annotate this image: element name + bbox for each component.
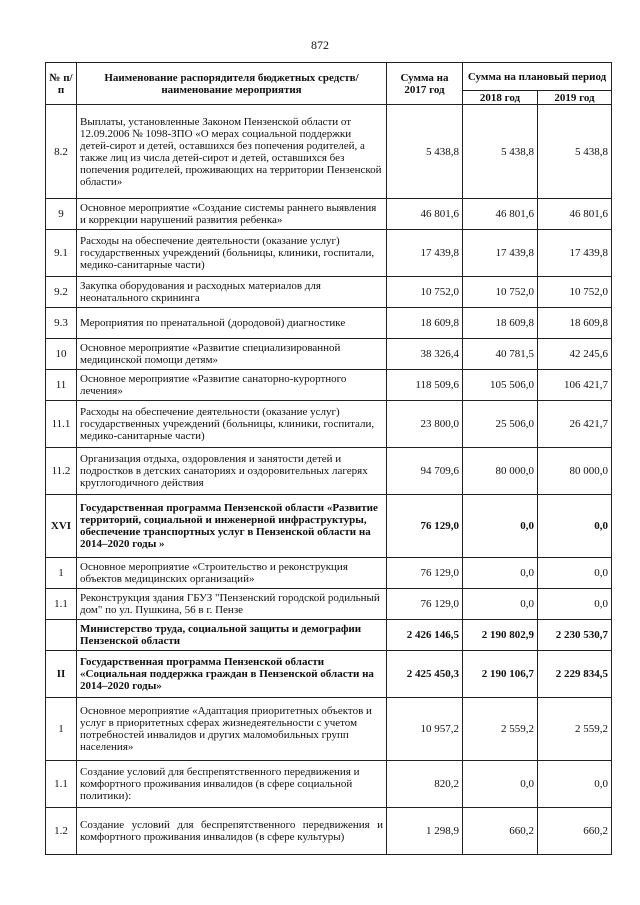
row-sum-2017: 76 129,0 (387, 558, 463, 589)
row-sum-2019: 42 245,6 (538, 339, 612, 370)
row-sum-2017: 2 426 146,5 (387, 620, 463, 651)
row-sum-2019: 0,0 (538, 495, 612, 558)
row-sum-2018: 5 438,8 (463, 105, 538, 199)
row-sum-2019: 10 752,0 (538, 277, 612, 308)
table-row (46, 808, 612, 855)
row-sum-2017: 2 425 450,3 (387, 651, 463, 698)
page-number: 872 (311, 38, 329, 52)
table-row (46, 277, 612, 308)
row-name: Основное мероприятие «Развитие санаторно-курортного лечения» (77, 370, 387, 401)
header-plan-period: Сумма на плановый период (463, 63, 612, 91)
row-sum-2018: 2 559,2 (463, 698, 538, 761)
row-sum-2019: 2 230 530,7 (538, 620, 612, 651)
row-number: 1.1 (46, 589, 77, 620)
row-number: II (46, 651, 77, 698)
row-sum-2017: 76 129,0 (387, 495, 463, 558)
row-sum-2019: 26 421,7 (538, 401, 612, 448)
budget-table (45, 62, 612, 855)
row-number: 10 (46, 339, 77, 370)
table-header-row (46, 63, 612, 91)
row-sum-2017: 18 609,8 (387, 308, 463, 339)
row-sum-2017: 38 326,4 (387, 339, 463, 370)
row-sum-2019: 106 421,7 (538, 370, 612, 401)
header-2018: 2018 год (463, 91, 538, 105)
row-name: Создание условий для беспрепятственного передвижения и комфортного проживания инвалидов (в сфере культуры) (77, 808, 387, 855)
row-name: Основное мероприятие «Создание системы раннего выявления и коррекции нарушений развития ребенка» (77, 199, 387, 230)
table-row (46, 448, 612, 495)
row-number: 9.1 (46, 230, 77, 277)
row-sum-2018: 0,0 (463, 495, 538, 558)
row-name: Создание условий для беспрепятственного передвижения и комфортного проживания инвалидов (в сфере социальной политики): (77, 761, 387, 808)
row-sum-2018: 2 190 802,9 (463, 620, 538, 651)
row-sum-2019: 18 609,8 (538, 308, 612, 339)
table-row (46, 308, 612, 339)
row-number: 8.2 (46, 105, 77, 199)
header-2019: 2019 год (538, 91, 612, 105)
row-name: Министерство труда, социальной защиты и демографии Пензенской области (77, 620, 387, 651)
table-row (46, 698, 612, 761)
row-sum-2018: 17 439,8 (463, 230, 538, 277)
row-sum-2018: 660,2 (463, 808, 538, 855)
row-name: Основное мероприятие «Строительство и реконструкция объектов медицинских организаций» (77, 558, 387, 589)
row-number: 11.2 (46, 448, 77, 495)
row-name: Реконструкция здания ГБУЗ "Пензенский городской родильный дом" по ул. Пушкина, 56 в г. Пензе (77, 589, 387, 620)
row-sum-2017: 820,2 (387, 761, 463, 808)
row-sum-2018: 0,0 (463, 558, 538, 589)
header-name: Наименование распорядителя бюджетных средств/ наименование мероприятия (77, 63, 387, 105)
row-number: 9 (46, 199, 77, 230)
row-number: 9.2 (46, 277, 77, 308)
row-sum-2018: 2 190 106,7 (463, 651, 538, 698)
row-sum-2018: 18 609,8 (463, 308, 538, 339)
row-sum-2019: 0,0 (538, 761, 612, 808)
row-name: Организация отдыха, оздоровления и занятости детей и подростков в детских санаториях и оздоровительных лагерях круглогодичного действия (77, 448, 387, 495)
row-name: Расходы на обеспечение деятельности (оказание услуг) государственных учреждений (больницы, клиники, госпитали, медико-санитарные части) (77, 401, 387, 448)
row-number: 1.1 (46, 761, 77, 808)
table-row (46, 339, 612, 370)
row-number: 9.3 (46, 308, 77, 339)
row-sum-2019: 660,2 (538, 808, 612, 855)
row-number: 1 (46, 558, 77, 589)
row-name: Мероприятия по пренатальной (дородовой) диагностике (77, 308, 387, 339)
row-name: Государственная программа Пензенской области «Развитие территорий, социальной и инженерной инфраструктуры, обеспечение транспортных услуг в Пензенской области на 2014–2020 годы » (77, 495, 387, 558)
table-row (46, 370, 612, 401)
row-sum-2017: 94 709,6 (387, 448, 463, 495)
row-name: Выплаты, установленные Законом Пензенской области от 12.09.2006 № 1098-ЗПО «О мерах социальной поддержки детей-сирот и детей, оставшихся без попечения родителей, а также лиц из числа детей-сирот и детей, оставшихся без попечения родителей, проживающих на территории Пензенской области» (77, 105, 387, 199)
row-sum-2018: 0,0 (463, 761, 538, 808)
row-number (46, 620, 77, 651)
row-sum-2017: 10 752,0 (387, 277, 463, 308)
row-sum-2017: 76 129,0 (387, 589, 463, 620)
table-row (46, 589, 612, 620)
row-sum-2018: 10 752,0 (463, 277, 538, 308)
row-sum-2019: 5 438,8 (538, 105, 612, 199)
table-row (46, 495, 612, 558)
row-sum-2017: 1 298,9 (387, 808, 463, 855)
row-sum-2017: 46 801,6 (387, 199, 463, 230)
table-row (46, 761, 612, 808)
table-row (46, 199, 612, 230)
row-sum-2018: 80 000,0 (463, 448, 538, 495)
row-sum-2019: 0,0 (538, 558, 612, 589)
header-num: № п/п (46, 63, 77, 105)
row-sum-2019: 17 439,8 (538, 230, 612, 277)
header-sum-2017: Сумма на 2017 год (387, 63, 463, 105)
row-sum-2017: 17 439,8 (387, 230, 463, 277)
row-sum-2018: 0,0 (463, 589, 538, 620)
row-sum-2017: 5 438,8 (387, 105, 463, 199)
row-sum-2017: 118 509,6 (387, 370, 463, 401)
row-number: 11 (46, 370, 77, 401)
row-sum-2017: 23 800,0 (387, 401, 463, 448)
row-sum-2018: 46 801,6 (463, 199, 538, 230)
row-name: Основное мероприятие «Адаптация приоритетных объектов и услуг в приоритетных сферах жизнедеятельности с учетом потребностей инвалидов и других маломобильных групп населения» (77, 698, 387, 761)
row-name: Государственная программа Пензенской области «Социальная поддержка граждан в Пензенской области на 2014–2020 годы» (77, 651, 387, 698)
table-row (46, 401, 612, 448)
row-sum-2018: 40 781,5 (463, 339, 538, 370)
row-name: Закупка оборудования и расходных материалов для неонатального скрининга (77, 277, 387, 308)
row-sum-2019: 2 229 834,5 (538, 651, 612, 698)
row-sum-2018: 105 506,0 (463, 370, 538, 401)
table-row (46, 105, 612, 199)
row-sum-2019: 2 559,2 (538, 698, 612, 761)
table-row (46, 651, 612, 698)
table-row (46, 620, 612, 651)
row-name: Расходы на обеспечение деятельности (оказание услуг) государственных учреждений (больницы, клиники, госпитали, медико-санитарные части) (77, 230, 387, 277)
row-number: 11.1 (46, 401, 77, 448)
row-sum-2017: 10 957,2 (387, 698, 463, 761)
row-number: 1 (46, 698, 77, 761)
row-number: 1.2 (46, 808, 77, 855)
row-sum-2019: 46 801,6 (538, 199, 612, 230)
row-number: XVI (46, 495, 77, 558)
row-sum-2019: 80 000,0 (538, 448, 612, 495)
table-row (46, 558, 612, 589)
row-sum-2018: 25 506,0 (463, 401, 538, 448)
row-name: Основное мероприятие «Развитие специализированной медицинской помощи детям» (77, 339, 387, 370)
table-row (46, 230, 612, 277)
row-sum-2019: 0,0 (538, 589, 612, 620)
